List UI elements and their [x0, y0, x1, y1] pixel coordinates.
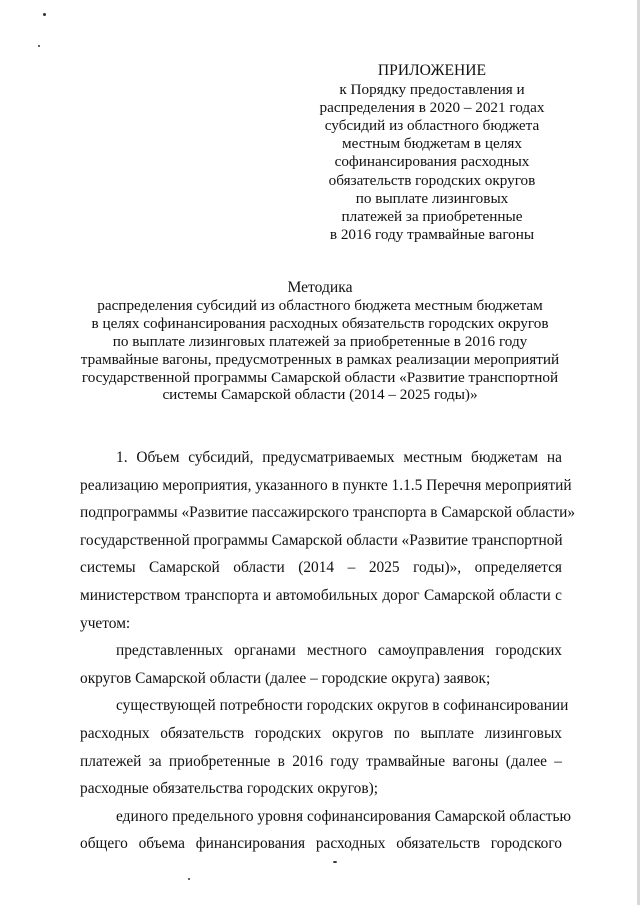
body-line: государственной программы Самарской области «Развитие транспортной — [80, 531, 563, 549]
methodology-line: государственной программы Самарской области «Развитие транспортной — [81, 368, 559, 386]
appendix-line: к Порядку предоставления и — [339, 81, 525, 99]
scan-speck — [188, 878, 190, 880]
scan-speck — [333, 861, 337, 863]
scan-speck — [43, 13, 46, 16]
methodology-line: в целях софинансирования расходных обязательств городских округов — [91, 314, 549, 332]
methodology-line: распределения субсидий из областного бюджета местным бюджетам — [97, 296, 543, 314]
appendix-line: по выплате лизинговых — [355, 189, 509, 207]
appendix-block — [300, 62, 564, 244]
body-line: общего объема финансирования расходных обязательств городского — [80, 835, 562, 853]
appendix-line: софинансирования расходных — [334, 153, 530, 171]
body-text — [80, 444, 576, 858]
body-line: подпрограммы «Развитие пассажирского транспорта в Самарской области» — [80, 504, 576, 522]
body-line: расходные обязательства городских округов); — [80, 780, 379, 798]
methodology-heading: Методика — [287, 279, 353, 296]
body-line: единого предельного уровня софинансирования Самарской областью — [116, 807, 572, 825]
body-line: представленных органами местного самоуправления городских — [116, 642, 562, 660]
body-line: расходных обязательств городских округов по выплате лизинговых — [80, 724, 562, 742]
body-line: министерством транспорта и автомобильных дорог Самарской области с — [80, 586, 562, 604]
appendix-line: местным бюджетам в целях — [342, 135, 522, 153]
body-line: учетом: — [80, 614, 131, 632]
body-line: округов Самарской области (далее – городские округа) заявок; — [80, 669, 491, 687]
scan-speck — [38, 45, 40, 47]
body-line: системы Самарской области (2014 – 2025 годы)», определяется — [80, 559, 562, 577]
appendix-line: распределения в 2020 – 2021 годах — [319, 99, 545, 117]
methodology-title-block — [60, 279, 580, 404]
appendix-line: обязательств городских округов — [328, 171, 536, 189]
body-line: 1. Объем субсидий, предусматриваемых местным бюджетам на — [116, 449, 562, 466]
methodology-line: трамвайные вагоны, предусмотренных в рамках реализации мероприятий — [80, 350, 560, 368]
body-line: существующей потребности городских округов в софинансировании — [116, 697, 569, 715]
appendix-line: платежей за приобретенные — [341, 207, 523, 225]
appendix-line: субсидий из областного бюджета — [324, 117, 540, 135]
methodology-line: системы Самарской области (2014 – 2025 годы)» — [162, 386, 478, 404]
appendix-title: ПРИЛОЖЕНИЕ — [377, 62, 487, 79]
body-line: реализацию мероприятия, указанного в пункте 1.1.5 Перечня мероприятий — [80, 476, 572, 494]
body-line: платежей за приобретенные в 2016 году трамвайные вагоны (далее – — [80, 752, 562, 770]
methodology-line: по выплате лизинговых платежей за приобретенные в 2016 году — [112, 332, 528, 350]
appendix-line: в 2016 году трамвайные вагоны — [329, 225, 535, 243]
